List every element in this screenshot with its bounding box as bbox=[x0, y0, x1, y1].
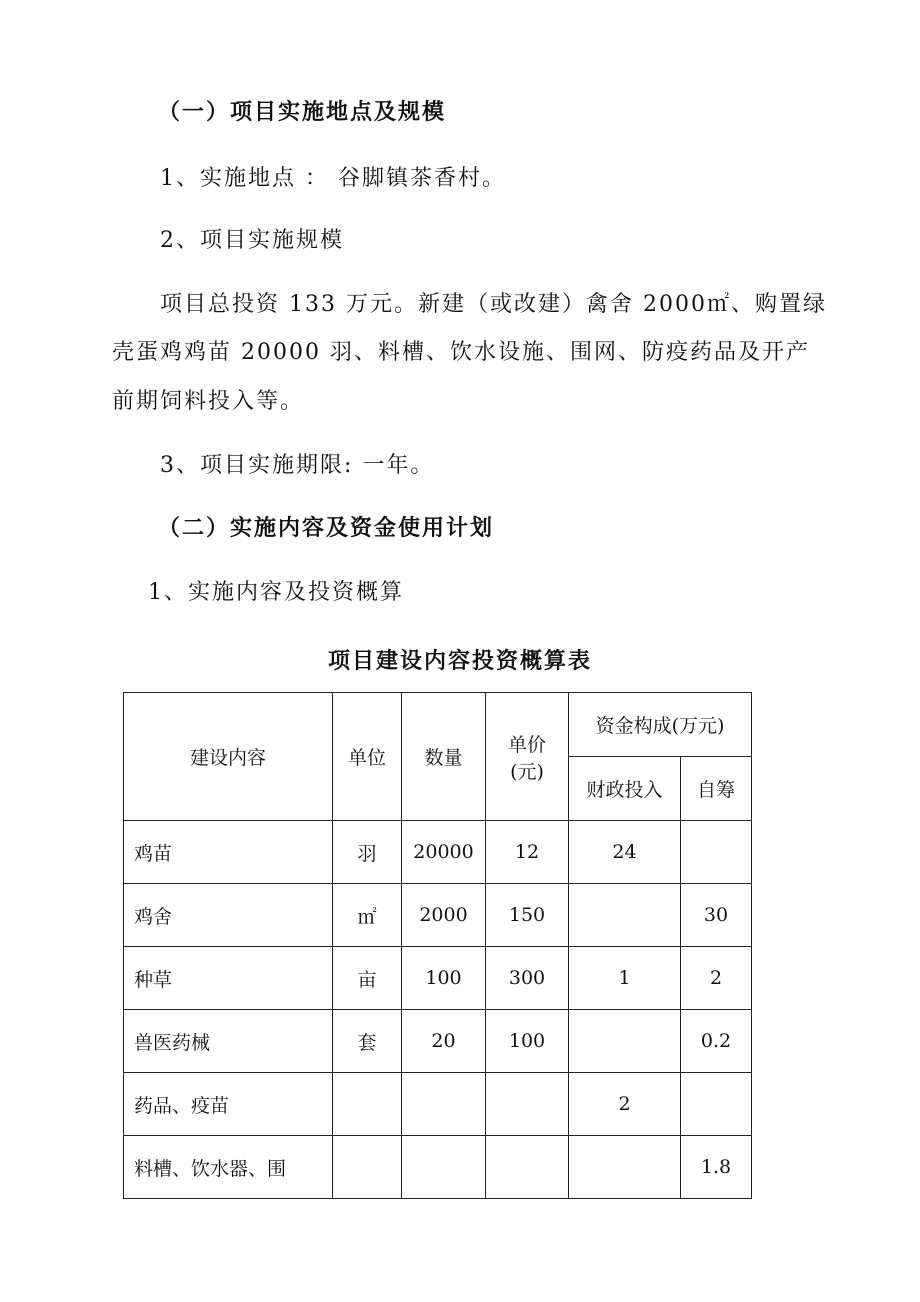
cell-unit: 亩 bbox=[333, 947, 402, 1010]
header-funding: 资金构成(万元) bbox=[569, 693, 752, 757]
cell-fiscal bbox=[569, 1010, 681, 1073]
header-unit: 单位 bbox=[333, 693, 402, 821]
table-header-row bbox=[124, 693, 752, 757]
cell-fiscal: 1 bbox=[569, 947, 681, 1010]
cell-price: 300 bbox=[486, 947, 569, 1010]
section1-heading: （一）项目实施地点及规模 bbox=[158, 100, 447, 125]
cell-unit: 套 bbox=[333, 1010, 402, 1073]
cell-self: 1.8 bbox=[681, 1136, 752, 1199]
cell-content: 种草 bbox=[124, 947, 333, 1010]
cell-unit bbox=[333, 1136, 402, 1199]
cell-unit: 羽 bbox=[333, 821, 402, 884]
cell-content: 鸡舍 bbox=[124, 884, 333, 947]
cell-fiscal: 24 bbox=[569, 821, 681, 884]
cell-price: 150 bbox=[486, 884, 569, 947]
cell-quantity: 2000 bbox=[402, 884, 486, 947]
content-budget-item: 1、实施内容及投资概算 bbox=[148, 580, 404, 605]
header-price bbox=[486, 693, 569, 821]
cell-unit bbox=[333, 1073, 402, 1136]
table-row bbox=[124, 821, 752, 884]
header-price-bottom: (元) bbox=[510, 760, 544, 783]
header-quantity: 数量 bbox=[402, 693, 486, 821]
cell-fiscal: 2 bbox=[569, 1073, 681, 1136]
cell-price bbox=[486, 1073, 569, 1136]
cell-quantity: 100 bbox=[402, 947, 486, 1010]
paragraph-line-1: 项目总投资 133 万元。新建（或改建）禽舍 2000㎡、购置绿 bbox=[160, 292, 827, 317]
cell-self bbox=[681, 1073, 752, 1136]
budget-table bbox=[123, 692, 752, 1199]
cell-self: 0.2 bbox=[681, 1010, 752, 1073]
header-price-top: 单价 bbox=[507, 733, 546, 756]
scale-item: 2、项目实施规模 bbox=[160, 228, 344, 253]
cell-self: 2 bbox=[681, 947, 752, 1010]
cell-price: 12 bbox=[486, 821, 569, 884]
header-fiscal: 财政投入 bbox=[569, 757, 681, 821]
cell-content: 鸡苗 bbox=[124, 821, 333, 884]
cell-content: 料槽、饮水器、围 bbox=[124, 1136, 333, 1199]
duration-item: 3、项目实施期限: 一年。 bbox=[160, 453, 435, 478]
cell-price bbox=[486, 1136, 569, 1199]
cell-fiscal bbox=[569, 1136, 681, 1199]
cell-content: 药品、疫苗 bbox=[124, 1073, 333, 1136]
cell-quantity bbox=[402, 1073, 486, 1136]
table-row bbox=[124, 1136, 752, 1199]
cell-quantity: 20000 bbox=[402, 821, 486, 884]
table-row bbox=[124, 947, 752, 1010]
table-row bbox=[124, 884, 752, 947]
cell-quantity: 20 bbox=[402, 1010, 486, 1073]
table-row bbox=[124, 1010, 752, 1073]
cell-price: 100 bbox=[486, 1010, 569, 1073]
header-content: 建设内容 bbox=[124, 693, 333, 821]
header-self: 自筹 bbox=[681, 757, 752, 821]
section2-heading: （二）实施内容及资金使用计划 bbox=[158, 516, 495, 541]
cell-self bbox=[681, 821, 752, 884]
cell-quantity bbox=[402, 1136, 486, 1199]
cell-content: 兽医药械 bbox=[124, 1010, 333, 1073]
paragraph-line-2: 壳蛋鸡鸡苗 20000 羽、料槽、饮水设施、围网、防疫药品及开产 bbox=[112, 340, 810, 365]
location-item: 1、实施地点 ： 谷脚镇茶香村。 bbox=[160, 166, 506, 191]
table-caption: 项目建设内容投资概算表 bbox=[327, 649, 592, 674]
cell-unit: ㎡ bbox=[333, 884, 402, 947]
cell-fiscal bbox=[569, 884, 681, 947]
paragraph-line-3: 前期饲料投入等。 bbox=[112, 389, 305, 414]
cell-self: 30 bbox=[681, 884, 752, 947]
table-row bbox=[124, 1073, 752, 1136]
